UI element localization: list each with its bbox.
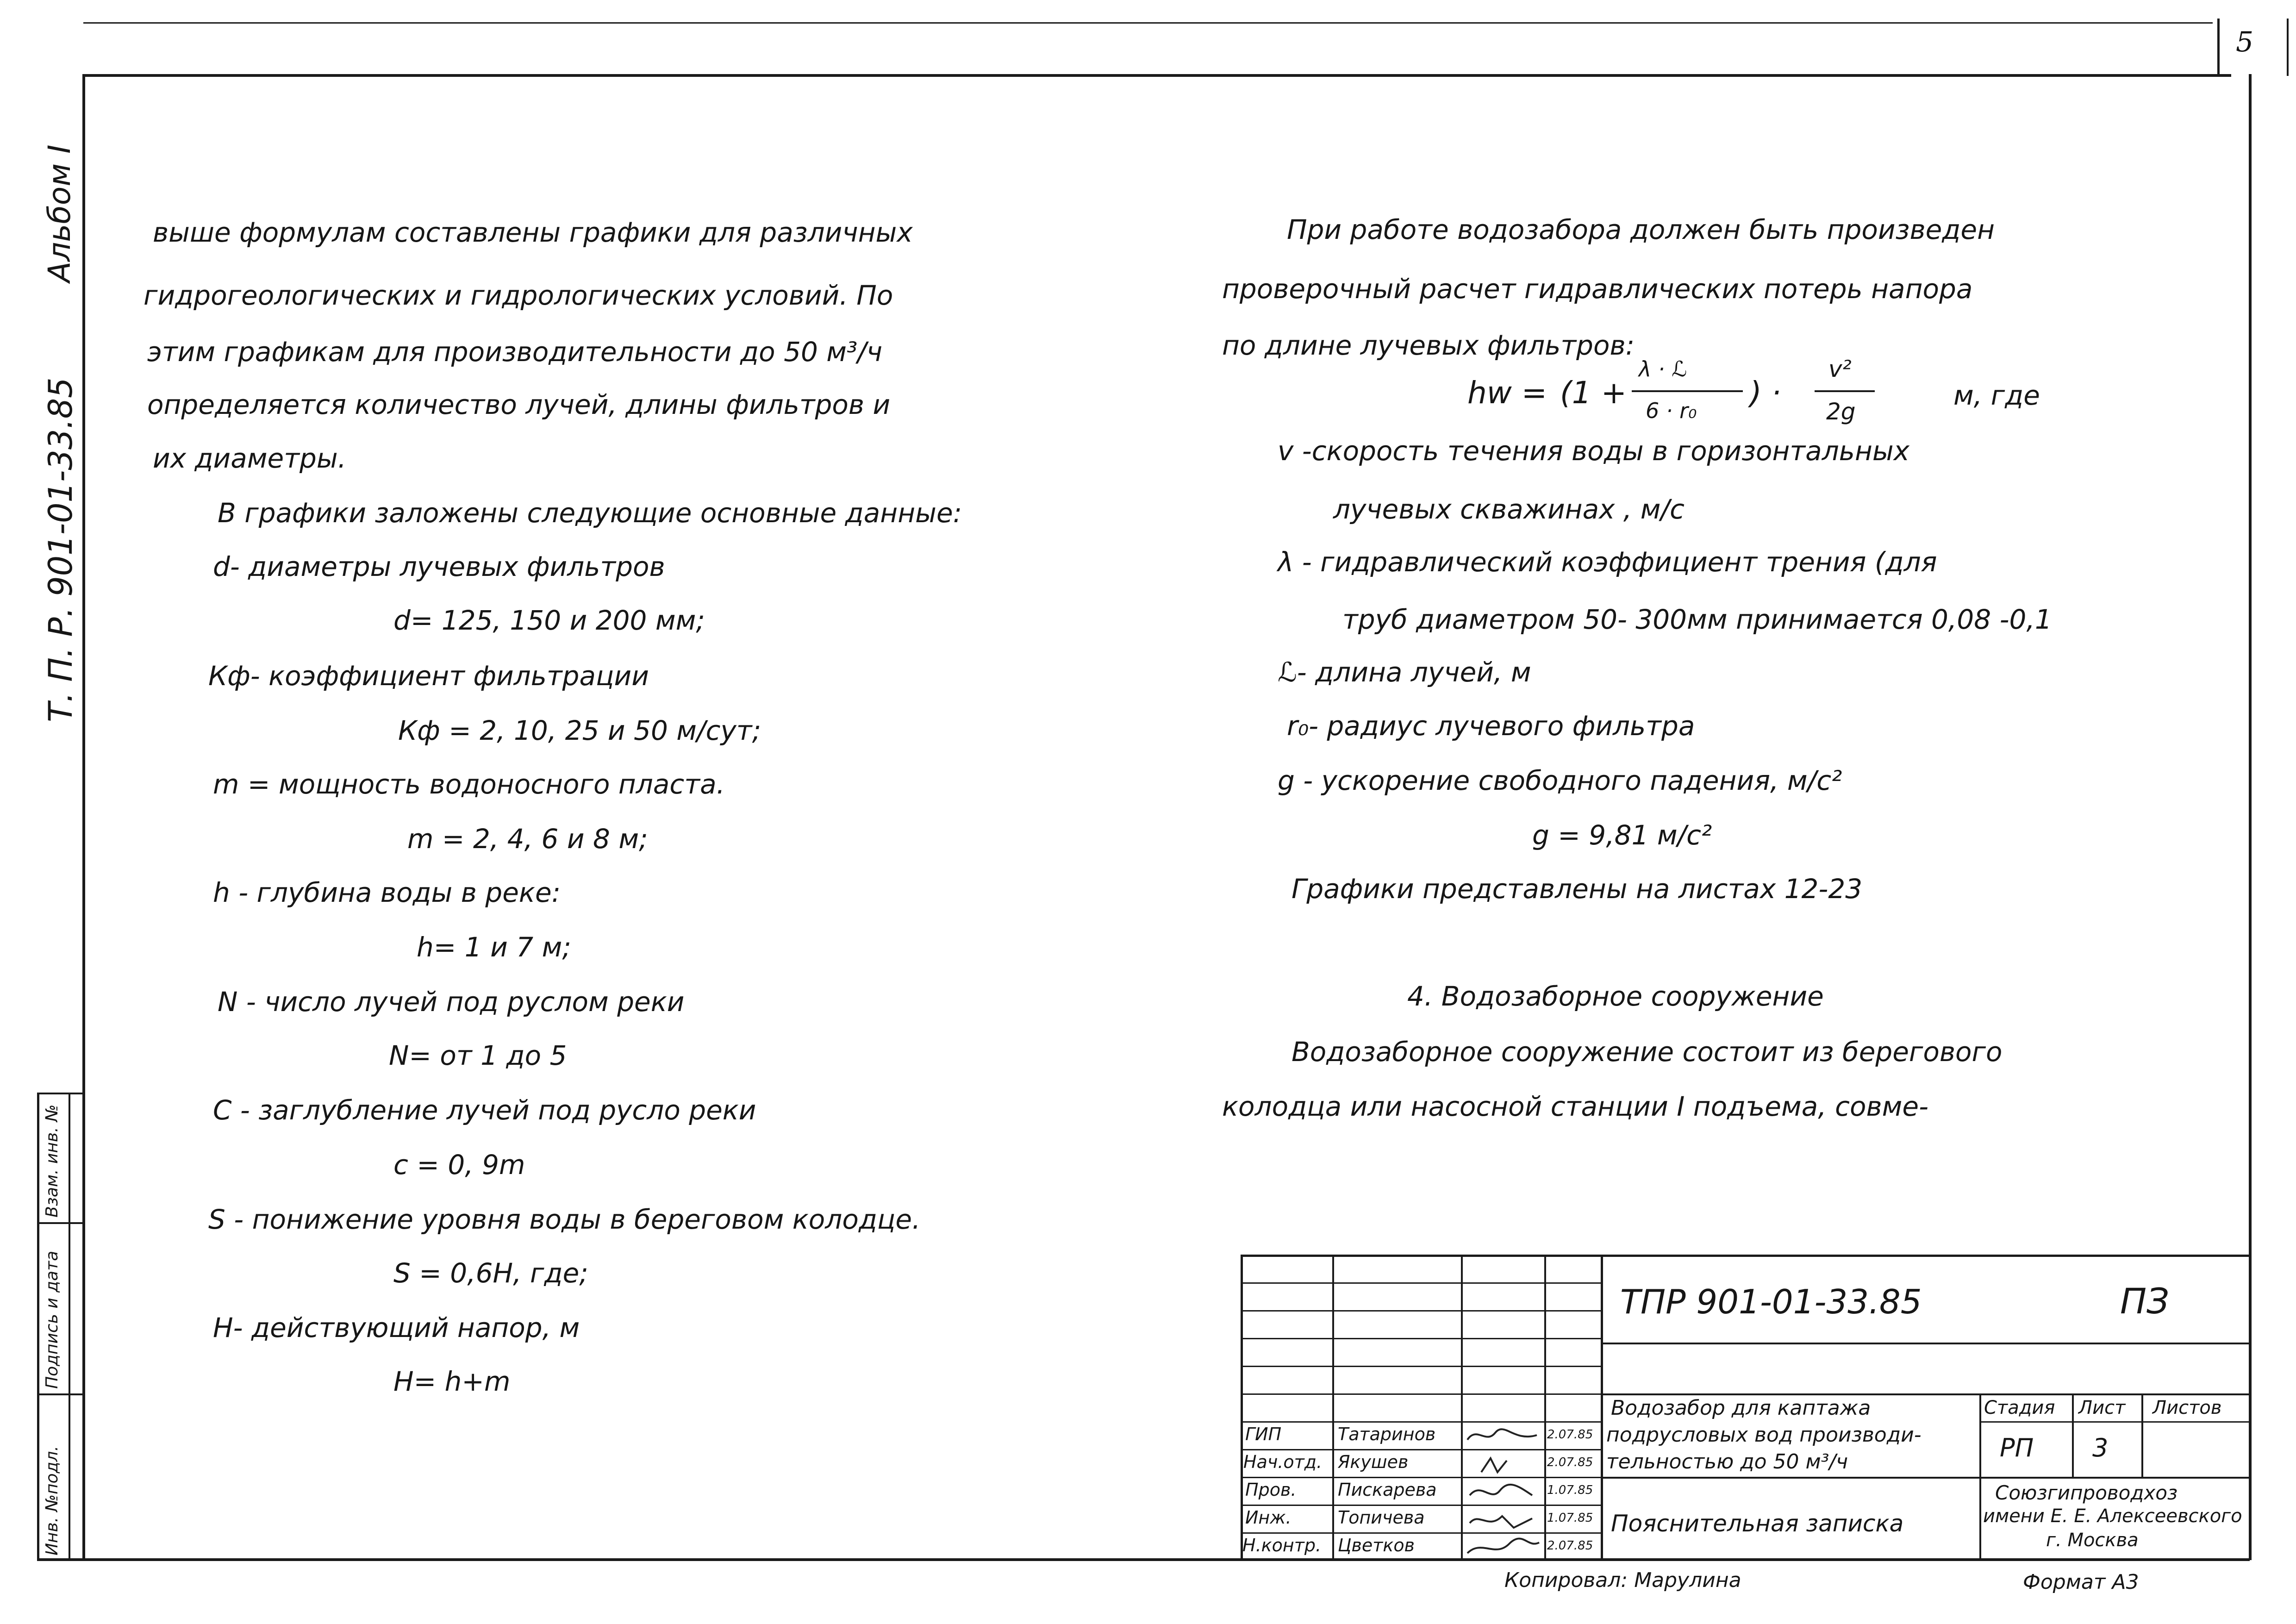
page-number-box-right [2287,19,2289,76]
tb-staff-role: ГИП [1245,1424,1282,1444]
inner-right-border [2249,74,2252,1560]
tb-sheets-header: Листов [2152,1397,2222,1418]
stamp-cell-replace: Взам. инв. № [43,1104,62,1218]
formula-den2: 2g [1826,398,1856,425]
left-line-3: этим графикам для производительности до 50 м³/ч [147,336,883,368]
left-line-22: H= h+m [393,1366,511,1397]
tb-sheet-header: Лист [2078,1397,2126,1418]
right-line-10: r₀- радиус лучевого фильтра [1287,710,1695,742]
stamp-strip-left [37,1093,39,1560]
right-line-11: g - ускорение свободного падения, м/с² [1278,765,1842,796]
left-line-18: с = 0, 9m [393,1149,525,1181]
tb-staff-name: Топичева [1338,1507,1425,1528]
tb-h-r3 [1602,1477,2250,1479]
tb-org-line-2: имени Е. Е. Алексеевского [1983,1505,2242,1527]
right-line-12: g = 9,81 м/с² [1532,819,1712,851]
stamp-cell-inv: Инв. №подл. [43,1446,62,1555]
left-line-15: N - число лучей под руслом реки [218,986,685,1018]
formula-close: ) · [1750,375,1781,411]
tb-v-r1 [1979,1393,1981,1560]
tb-v1 [1332,1255,1334,1560]
tb-v-r3 [2141,1393,2143,1477]
tb-h-l3 [1241,1338,1602,1339]
tb-left [1241,1255,1243,1560]
tb-h-r1 [1602,1343,2250,1344]
right-line-16: колодца или насосной станции I подъема, совме- [1222,1091,1929,1122]
left-line-14: h= 1 и 7 м; [417,931,571,963]
tb-document-code: ТПР 901-01-33.85 [1620,1282,1922,1321]
formula-num2: v² [1828,356,1852,382]
formula-fraction-bar-2 [1815,390,1875,392]
paper-format: Формат А3 [2023,1570,2139,1594]
top-border-line [83,22,2213,24]
tb-org-line-1: Союзгипроводхоз [1995,1481,2178,1504]
copied-by: Копировал: Марулина [1504,1568,1741,1592]
tb-doc-name: Пояснительная записка [1611,1510,1904,1537]
left-line-9: Кф- коэффициент фильтрации [208,660,649,692]
tb-h-l4 [1241,1366,1602,1367]
tb-staff-role: Н.контр. [1242,1535,1322,1555]
formula-fraction-bar-1 [1632,390,1743,392]
left-line-17: С - заглубление лучей под русло реки [213,1094,756,1126]
stamp-strip-top [37,1093,83,1094]
tb-sheet-value: 3 [2092,1433,2109,1462]
right-line-8: труб диаметром 50- 300мм принимается 0,08 -0,1 [1342,604,2052,635]
left-line-8: d= 125, 150 и 200 мм; [393,605,705,636]
tb-object-line-1: Водозабор для каптажа [1611,1396,1871,1420]
inner-left-border [82,74,85,1560]
section-heading-intake: 4. Водозаборное сооружение [1407,981,1824,1012]
inner-top-border [83,74,2231,77]
tb-h-l7 [1241,1449,1602,1450]
left-line-12: m = 2, 4, 6 и 8 м; [407,823,648,855]
right-line-5: v -скорость течения воды в горизонтальных [1278,435,1910,467]
signature-1 [1467,1429,1537,1440]
left-line-2: гидрогеологических и гидрологических условий. По [144,280,893,311]
tb-staff-name: Цветков [1338,1535,1415,1555]
tb-h-r2 [1602,1393,2250,1395]
right-line-2: проверочный расчет гидравлических потерь напора [1222,273,1973,305]
page-number: 5 [2236,26,2254,58]
stamp-strip-mid [69,1093,70,1560]
tb-v3 [1544,1255,1546,1560]
tb-staff-date: 2.07.85 [1547,1539,1593,1553]
left-line-16: N= от 1 до 5 [389,1040,567,1071]
signature-4 [1470,1516,1532,1528]
tb-v-r2 [2072,1393,2074,1477]
right-line-9: ℒ- длина лучей, м [1278,656,1531,688]
left-line-19: S - понижение уровня воды в береговом колодце. [208,1204,921,1235]
right-line-13: Графики представлены на листах 12-23 [1292,873,1863,905]
tb-staff-role: Нач.отд. [1243,1452,1323,1472]
stamp-strip-div2 [37,1393,83,1395]
signatures [1463,1421,1544,1560]
right-line-1: При работе водозабора должен быть произведен [1287,214,1995,245]
album-label: Альбом I [42,144,77,282]
tb-h-l5 [1241,1393,1602,1395]
tb-v4 [1601,1255,1603,1560]
left-line-1: выше формулам составлены графики для различных [153,217,913,248]
left-line-4: определяется количество лучей, длины фильтров и [147,389,891,420]
tb-staff-role: Инж. [1245,1507,1292,1528]
inner-bottom-border [37,1558,2250,1561]
tb-stage-value: РП [2000,1433,2034,1462]
right-line-6: лучевых скважинах , м/с [1333,493,1685,525]
left-line-13: h - глубина воды в реке: [213,877,561,908]
right-line-7: λ - гидравлический коэффициент трения (для [1278,546,1937,578]
stamp-strip-div1 [37,1222,83,1224]
tb-h-l6 [1241,1421,1602,1423]
formula-den1: 6 · r₀ [1646,398,1697,423]
formula-open: (1 + [1560,375,1627,411]
left-line-7: d- диаметры лучевых фильтров [213,551,665,582]
signature-5 [1467,1539,1539,1553]
tb-staff-name: Пискарева [1338,1480,1437,1500]
signature-3 [1470,1485,1532,1495]
tb-staff-date: 1.07.85 [1547,1483,1593,1497]
right-line-15: Водозаборное сооружение состоит из берегового [1292,1036,2003,1068]
left-line-21: H- действующий напор, м [213,1312,580,1343]
formula-lhs: hw = [1467,375,1547,411]
tb-object-line-2: подрусловых вод производи- [1606,1423,1922,1447]
tb-staff-date: 1.07.85 [1547,1511,1593,1525]
left-line-11: m = мощность водоносного пласта. [213,768,725,800]
tb-staff-role: Пров. [1245,1480,1297,1500]
tb-h-l8 [1241,1477,1602,1478]
tb-h-r4 [1979,1421,2250,1423]
left-line-20: S = 0,6H, где; [393,1257,588,1289]
tb-stage-header: Стадия [1984,1397,2055,1418]
tb-staff-date: 2.07.85 [1547,1455,1593,1469]
left-line-5: их диаметры. [153,443,347,474]
tb-staff-name: Татаринов [1338,1424,1436,1444]
right-line-4: м, где [1953,380,2040,411]
tb-h-l9 [1241,1505,1602,1506]
tb-document-type: ПЗ [2120,1280,2169,1322]
tb-h-l1 [1241,1282,1602,1284]
left-line-6: В графики заложены следующие основные данные: [218,497,962,529]
signature-2 [1481,1458,1507,1472]
tb-top [1241,1255,2250,1257]
tb-staff-name: Якушев [1338,1452,1409,1472]
tb-h-l2 [1241,1310,1602,1312]
tb-h-l10 [1241,1532,1602,1534]
left-line-10: Кф = 2, 10, 25 и 50 м/сут; [398,715,761,746]
right-line-3: по длине лучевых фильтров: [1222,330,1635,361]
tb-staff-date: 2.07.85 [1547,1428,1593,1442]
formula-num1: λ · ℒ [1639,356,1687,381]
tb-object-line-3: тельностью до 50 м³/ч [1606,1450,1848,1474]
stamp-cell-sign: Подпись и дата [43,1250,62,1389]
tb-org-line-3: г. Москва [2046,1530,2139,1551]
document-code-side: Т. П. Р. 901-01-33.85 [42,377,80,722]
page-number-box-left [2217,19,2220,76]
